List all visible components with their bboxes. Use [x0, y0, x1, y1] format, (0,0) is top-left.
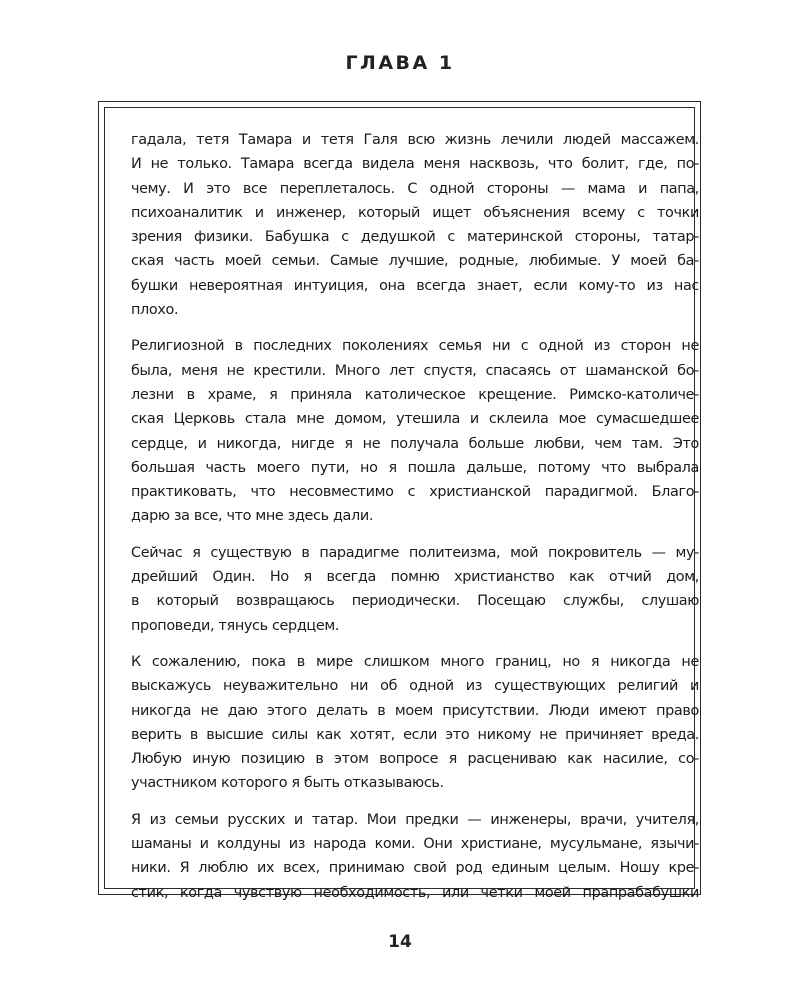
text-line: плохо. [131, 302, 179, 319]
text-line: И не только. Тамара всегда видела меня насквозь, что болит, где, по- [131, 156, 699, 173]
text-line: участником которого я быть отказываюсь. [131, 775, 444, 792]
text-line: никогда не даю этого делать в моем присутствии. Люди имеют право [131, 702, 699, 719]
text-line: дрейший Один. Но я всегда помню христианство как отчий дом, [131, 569, 699, 586]
paragraph-3 [131, 541, 702, 638]
paragraph-4 [131, 650, 702, 796]
text-line: верить в высшие силы как хотят, если это никому не причиняет вреда. [131, 726, 699, 743]
text-line: ская Церковь стала мне домом, утешила и склеила мое сумасшедшее [131, 411, 699, 428]
text-line: чему. И это все переплеталось. С одной стороны — мама и папа, [131, 180, 699, 197]
text-line: сердце, и никогда, нигде я не получала больше любви, чем там. Это [131, 435, 699, 452]
text-line: выскажусь неуважительно ни об одной из существующих религий и [131, 678, 699, 695]
text-line: Религиозной в последних поколениях семья ни с одной из сторон не [131, 338, 699, 355]
paragraph-1 [131, 128, 702, 322]
text-line: шаманы и колдуны из народа коми. Они христиане, мусульмане, язычи- [131, 836, 699, 853]
text-line: К сожалению, пока в мире слишком много границ, но я никогда не [131, 653, 699, 670]
text-line: ская часть моей семьи. Самые лучшие, родные, любимые. У моей ба- [131, 253, 699, 270]
text-line: в который возвращаюсь периодически. Посещаю службы, слушаю [131, 593, 699, 610]
text-line: Любую иную позицию в этом вопросе я расцениваю как насилие, со- [131, 751, 699, 768]
body-text [131, 128, 702, 917]
text-line: психоаналитик и инженер, который ищет объяснения всему с точки [131, 204, 699, 221]
text-line: проповеди, тянусь сердцем. [131, 617, 340, 634]
text-line: практиковать, что несовместимо с христианской парадигмой. Благо- [131, 484, 699, 501]
text-line: ники. Я люблю их всех, принимаю свой род единым целым. Ношу кре- [131, 860, 699, 877]
text-line: стик, когда чувствую необходимость, или четки моей прапрабабушки [131, 884, 699, 901]
paragraph-5 [131, 808, 702, 905]
text-line: зрения физики. Бабушка с дедушкой с материнской стороны, татар- [131, 229, 699, 246]
text-line: Сейчас я существую в парадигме политеизма, мой покровитель — му- [131, 544, 699, 561]
text-line: была, меня не крестили. Много лет спустя, спасаясь от шаманской бо- [131, 362, 699, 379]
text-line: большая часть моего пути, но я пошла дальше, потому что выбрала [131, 459, 699, 476]
chapter-title: ГЛАВА 1 [345, 52, 455, 74]
text-line: дарю за все, что мне здесь дали. [131, 508, 374, 525]
text-line: лезни в храме, я приняла католическое крещение. Римско-католиче- [131, 386, 699, 403]
text-line: гадала, тетя Тамара и тетя Галя всю жизнь лечили людей массажем. [131, 132, 699, 148]
page-number: 14 [388, 932, 412, 952]
text-line: Я из семьи русских и татар. Мои предки — инженеры, врачи, учителя, [131, 811, 699, 828]
text-line: бушки невероятная интуиция, она всегда знает, если кому-то из нас [131, 277, 699, 294]
paragraph-2 [131, 334, 702, 528]
